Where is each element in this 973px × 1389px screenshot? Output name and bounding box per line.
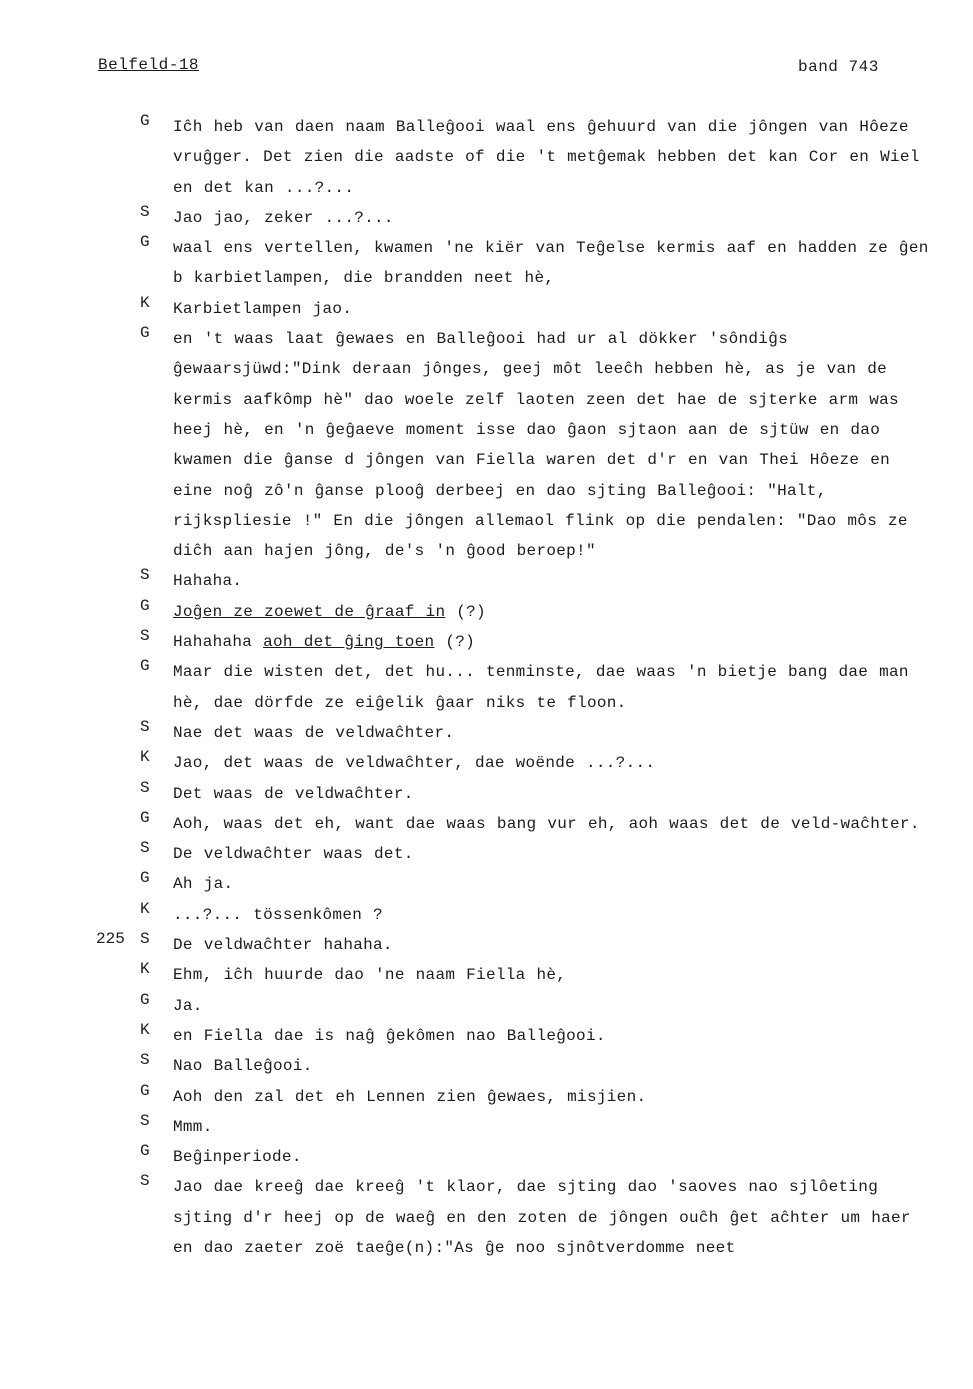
utterance-text — [173, 960, 933, 990]
utterance-body: Det waas de veldwaĉhter. — [173, 784, 414, 803]
underlined-text: Joĝen ze zoewet de ĝraaf in — [173, 602, 446, 621]
utterance-body: Ehm, iĉh huurde dao 'ne naam Fiella hè, — [173, 966, 567, 985]
utterance-text — [173, 930, 933, 960]
utterance-text — [173, 809, 933, 839]
speaker-label: G — [140, 869, 150, 888]
utterance-body: ...?... tössenkômen ? — [173, 905, 383, 924]
utterance-body: (?) — [434, 633, 476, 652]
utterance-body: De veldwaĉhter waas det. — [173, 845, 414, 864]
band-number: band 743 — [798, 58, 879, 76]
transcript-turn — [0, 960, 973, 990]
transcript — [0, 112, 973, 1263]
utterance-body: Maar die wisten det, det hu... tenminste, dae waas 'n bietje bang dae man hè, dae dörfde ze eiĝelik ĝaar niks te floon. — [173, 663, 920, 712]
utterance-body: Hahaha. — [173, 572, 243, 591]
transcript-turn — [0, 1082, 973, 1112]
transcript-turn — [0, 869, 973, 899]
speaker-label: S — [140, 1172, 150, 1191]
utterance-body: Aoh, waas det eh, want dae waas bang vur eh, aoh waas det de veld-waĉhter. — [173, 814, 920, 833]
speaker-label: G — [140, 1142, 150, 1161]
utterance-text — [173, 839, 933, 869]
speaker-label: S — [140, 778, 150, 797]
utterance-body: Jao jao, zeker ...?... — [173, 208, 394, 227]
utterance-text — [173, 869, 933, 899]
speaker-label: K — [140, 960, 150, 979]
utterance-body: Iĉh heb van daen naam Balleĝooi waal ens ĝehuurd van die jôngen van Hôeze vruĝger. Det zien die aadste of die 't metĝemak hebben det kan Cor en Wiel en det kan ...?... — [173, 118, 931, 197]
speaker-label: S — [140, 1051, 150, 1070]
utterance-body: Aoh den zal det eh Lennen zien ĝewaes, misjien. — [173, 1087, 647, 1106]
utterance-text — [173, 718, 933, 748]
transcript-turn — [0, 112, 973, 203]
utterance-text — [173, 597, 933, 627]
transcript-turn — [0, 1051, 973, 1081]
utterance-body: Hahahaha — [173, 633, 264, 652]
transcript-turn — [0, 233, 973, 294]
utterance-body: en Fiella dae is naĝ ĝekômen nao Balleĝooi. — [173, 1026, 606, 1045]
speaker-label: G — [140, 233, 150, 252]
speaker-label: G — [140, 112, 150, 130]
transcript-turn — [0, 900, 973, 930]
speaker-label: K — [140, 899, 150, 918]
speaker-label: G — [140, 990, 150, 1009]
utterance-text — [173, 203, 933, 233]
speaker-label: K — [140, 293, 150, 312]
speaker-label: G — [140, 1081, 150, 1100]
utterance-text — [173, 748, 933, 778]
transcript-turn — [0, 1021, 973, 1051]
transcript-turn — [0, 718, 973, 748]
utterance-text — [173, 1142, 933, 1172]
transcript-turn — [0, 1112, 973, 1142]
transcript-turn — [0, 1142, 973, 1172]
utterance-text — [173, 1051, 933, 1081]
speaker-label: S — [140, 202, 150, 221]
transcript-turn — [0, 779, 973, 809]
utterance-body: Mmm. — [173, 1117, 213, 1136]
utterance-text — [173, 900, 933, 930]
transcript-turn — [0, 748, 973, 778]
utterance-text — [173, 991, 933, 1021]
speaker-label: G — [140, 808, 150, 827]
transcript-turn — [0, 203, 973, 233]
line-number: 225 — [96, 930, 125, 949]
transcript-turn — [0, 597, 973, 627]
transcript-turn — [0, 657, 973, 718]
utterance-body: waal ens vertellen, kwamen 'ne kiër van Teĝelse kermis aaf en hadden ze ĝen b karbietlampen, die brandden neet hè, — [173, 239, 940, 288]
utterance-body: (?) — [445, 602, 486, 621]
utterance-body: Karbietlampen jao. — [173, 299, 353, 318]
utterance-text — [173, 1172, 933, 1263]
transcript-turn — [0, 930, 973, 960]
utterance-text — [173, 294, 933, 324]
utterance-text — [173, 112, 933, 203]
utterance-text — [173, 1112, 933, 1142]
utterance-text — [173, 1082, 933, 1112]
page-title: Belfeld-18 — [98, 56, 200, 74]
speaker-label: S — [140, 1111, 150, 1130]
speaker-label: G — [140, 596, 150, 615]
transcript-turn — [0, 566, 973, 596]
transcript-turn — [0, 627, 973, 657]
utterance-body: Ja. — [173, 996, 203, 1015]
speaker-label: K — [140, 1020, 150, 1039]
utterance-body: en 't waas laat ĝewaes en Balleĝooi had ur al dökker 'sôndiĝs ĝewaarsjüwd:"Dink deraan jônges, geej môt leeĉh hebben hè, as je van de kermis aafkômp hè" dao woele zelf laoten zeen det hae de sjterke arm was heej hè, en 'n ĝeĝaeve moment isse dao ĝaon sjtaon aan de sjtüw en dao kwamen die ĝanse d jôngen van Fiella waren det d'r en van Thei Hôeze en eine noĝ zô'n ĝanse plooĝ derbeej en dao sjting Balleĝooi: "Halt, rijkspliesie !" En die jôngen allemaol flink op die pendalen: "Dao môs ze diĉh aan hajen jông, de's 'n ĝood beroep!" — [173, 330, 919, 561]
transcript-turn — [0, 294, 973, 324]
speaker-label: G — [140, 324, 150, 343]
underlined-text: aoh det ĝing toen — [263, 633, 435, 652]
utterance-text — [173, 657, 933, 718]
transcript-turn — [0, 839, 973, 869]
utterance-body: Ah ja. — [173, 875, 234, 894]
speaker-label: S — [140, 627, 150, 646]
utterance-body: Jao dae kreeĝ dae kreeĝ 't klaor, dae sjting dao 'saoves nao sjlôeting sjting d'r heej op de waeĝ en den zoten de jôngen ouĉh ĝet aĉhter um haer en dao zaeter zoë taeĝe(n):"As ĝe noo sjnôtverdomme neet — [173, 1178, 922, 1257]
utterance-body: Nao Balleĝooi. — [173, 1057, 313, 1076]
utterance-text — [173, 779, 933, 809]
speaker-label: S — [140, 839, 150, 858]
utterance-text — [173, 233, 940, 294]
transcript-turn — [0, 324, 973, 566]
transcript-turn — [0, 991, 973, 1021]
utterance-body: Nae det waas de veldwaĉhter. — [173, 723, 455, 742]
speaker-label: S — [140, 717, 150, 736]
utterance-text — [173, 324, 933, 566]
speaker-label: G — [140, 657, 150, 676]
utterance-text — [173, 1021, 933, 1051]
speaker-label: K — [140, 748, 150, 767]
utterance-text — [173, 627, 933, 657]
utterance-body: De veldwaĉhter hahaha. — [173, 936, 393, 955]
transcript-turn — [0, 809, 973, 839]
utterance-body: Beĝinperiode. — [173, 1148, 302, 1167]
utterance-body: Jao, det waas de veldwaĉhter, dae woënde ...?... — [173, 754, 656, 773]
utterance-text — [173, 566, 933, 596]
speaker-label: S — [140, 930, 150, 949]
transcript-turn — [0, 1172, 973, 1263]
speaker-label: S — [140, 566, 150, 585]
